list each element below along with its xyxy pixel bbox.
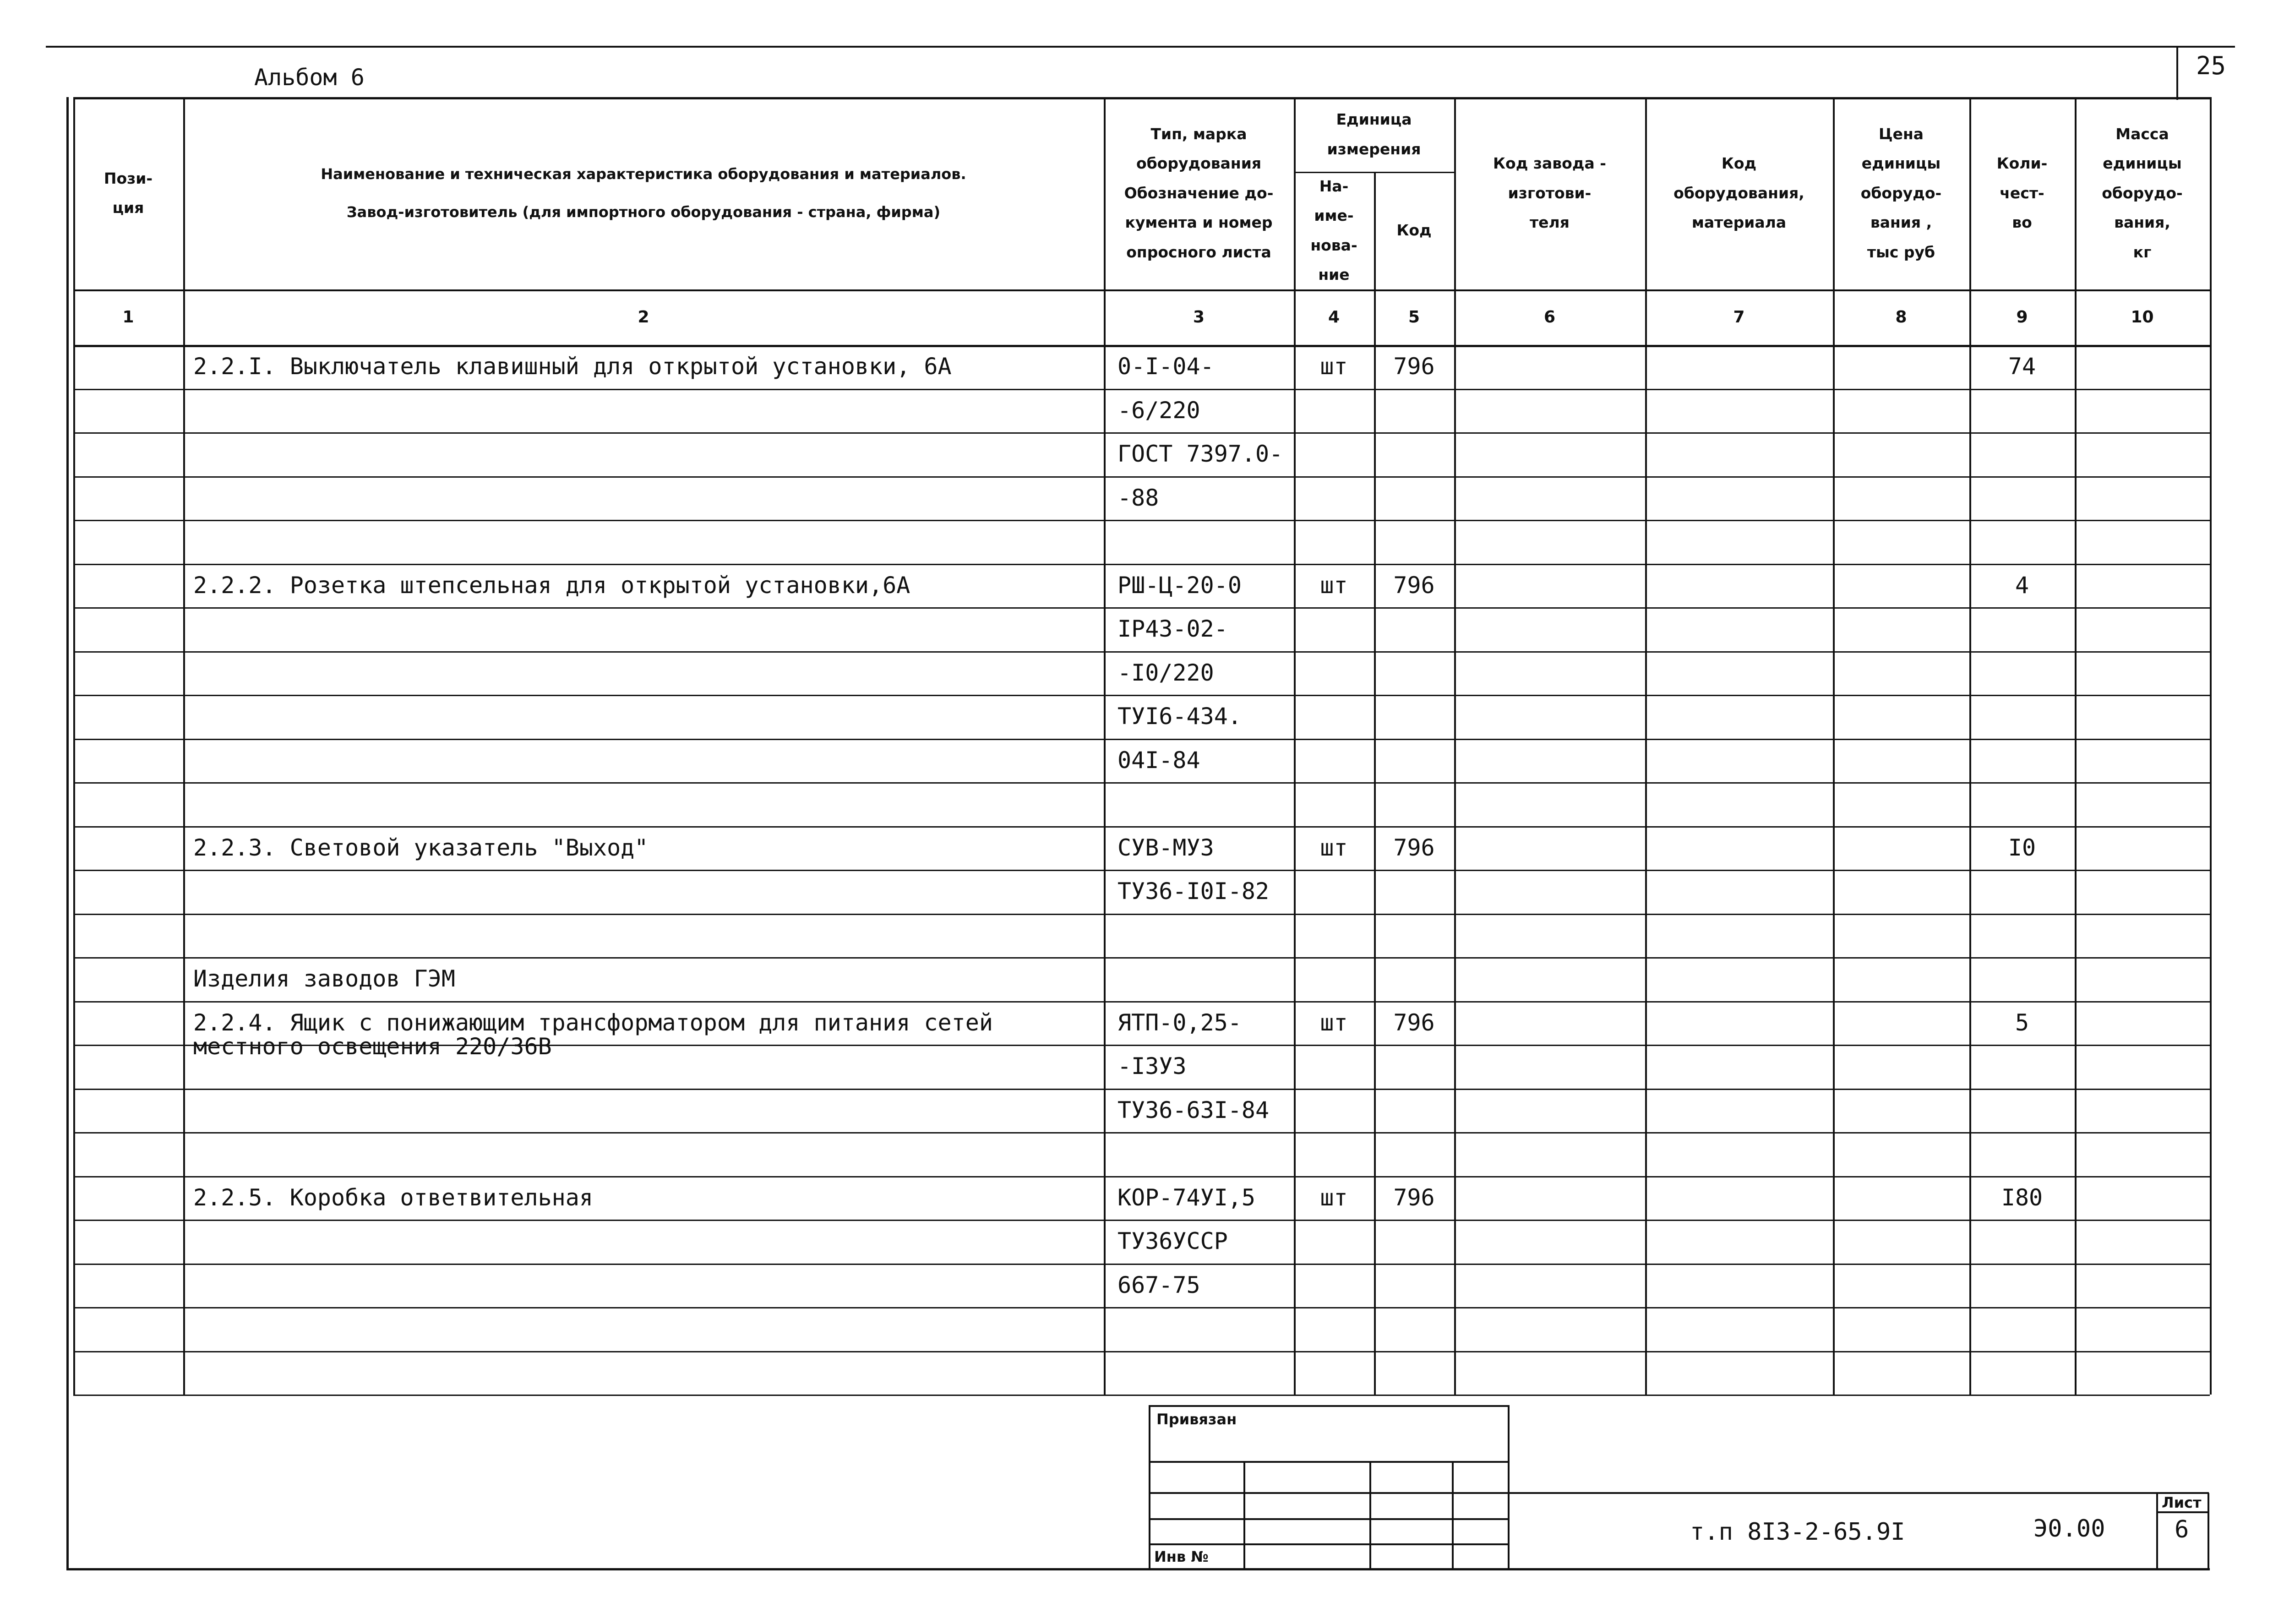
item-unit: шт: [1320, 1009, 1348, 1036]
header-col-3: Тип, марка оборудования Обозначение до- кумента и номер опросного листа: [1124, 125, 1274, 261]
column-number-3: 3: [1193, 308, 1205, 327]
item-quantity: 4: [2015, 572, 2029, 599]
album-title: Альбом 6: [254, 64, 365, 91]
document-code: т.п 8I3-2-65.9I: [1690, 1518, 1905, 1546]
frame-bottom: [66, 1568, 2210, 1570]
item-name: 2.2.2. Розетка штепсельная для открытой установки,6А: [193, 572, 910, 599]
item-unit: шт: [1320, 834, 1348, 861]
item-name: 2.2.3. Световой указатель "Выход": [193, 834, 649, 861]
item-type: ЯТП-0,25-: [1117, 1009, 1242, 1036]
item-type: -I0/220: [1117, 659, 1214, 686]
item-type: IP43-02-: [1117, 616, 1228, 642]
header-col-4: На- име- нова- ние: [1310, 177, 1357, 283]
column-number-2: 2: [638, 308, 649, 327]
column-number-1: 1: [122, 308, 134, 327]
item-unit: шт: [1320, 353, 1348, 380]
sheet-corner-number: 25: [2196, 51, 2226, 80]
header-col-10: Масса единицы оборудо- вания, кг: [2102, 125, 2183, 261]
column-number-7: 7: [1733, 308, 1745, 327]
item-unit-code: 796: [1393, 1184, 1435, 1211]
item-type: РШ-Ц-20-0: [1117, 572, 1242, 599]
sheet-label: Лист: [2162, 1494, 2202, 1511]
item-type: ТУ36УССР: [1117, 1228, 1228, 1254]
item-type: СУВ-МУЗ: [1117, 834, 1214, 861]
item-unit-code: 796: [1393, 353, 1435, 380]
frame-right-bottom: [2208, 1493, 2209, 1570]
sheet-number: 6: [2175, 1516, 2189, 1543]
frame-left: [66, 97, 69, 1570]
item-quantity: I0: [2008, 834, 2036, 861]
column-number-9: 9: [2016, 308, 2028, 327]
header-col-9: Коли- чест- во: [1996, 154, 2048, 232]
top-rule: [46, 46, 2235, 48]
column-number-4: 4: [1328, 308, 1340, 327]
inventory-number-label: Инв №: [1154, 1548, 1209, 1565]
item-name: 2.2.I. Выключатель клавишный для открытой установки, 6А: [193, 353, 952, 380]
item-type: -I3У3: [1117, 1053, 1187, 1079]
item-type: 04I-84: [1117, 747, 1200, 774]
column-number-6: 6: [1543, 308, 1556, 327]
header-col-2: Наименование и техническая характеристика оборудования и материалов. Завод-изготовитель (для импортного оборудования - страна, фирма): [321, 165, 966, 221]
header-col-7: Код оборудования, материала: [1673, 154, 1804, 232]
item-type: ТУI6-434.: [1117, 703, 1242, 730]
item-type: ТУ36-I0I-82: [1117, 878, 1270, 905]
item-name: 2.2.5. Коробка ответвительная: [193, 1184, 593, 1211]
item-type: -6/220: [1117, 397, 1200, 424]
item-type: ТУ36-63I-84: [1117, 1097, 1270, 1123]
header-col-1: Пози- ция: [104, 169, 153, 217]
item-type: 0-I-04-: [1117, 353, 1214, 380]
item-type: КОР-74УI,5: [1117, 1184, 1256, 1211]
item-name-continued: местного освещения 220/36В: [193, 1033, 552, 1060]
section-code: Э0.00: [2033, 1515, 2105, 1542]
unit-group-header: Единица измерения: [1327, 110, 1421, 158]
item-type: 667-75: [1117, 1272, 1200, 1298]
item-quantity: 74: [2008, 353, 2036, 380]
item-type: -88: [1117, 485, 1159, 511]
header-col-6: Код завода - изготови- теля: [1493, 154, 1606, 232]
column-number-10: 10: [2131, 308, 2154, 327]
column-number-8: 8: [1895, 308, 1907, 327]
item-quantity: 5: [2015, 1009, 2029, 1036]
attached-label: Привязан: [1156, 1411, 1237, 1428]
item-quantity: I80: [2001, 1184, 2043, 1211]
corner-divider: [2176, 46, 2178, 100]
item-name: 2.2.4. Ящик с понижающим трансформатором для питания сетей: [193, 1009, 993, 1036]
item-name: Изделия заводов ГЭМ: [193, 965, 455, 992]
item-unit: шт: [1320, 1184, 1348, 1211]
header-col-5: Код: [1396, 221, 1432, 240]
column-number-5: 5: [1408, 308, 1420, 327]
header-col-8: Цена единицы оборудо- вания , тыс руб: [1860, 125, 1942, 261]
item-unit-code: 796: [1393, 572, 1435, 599]
item-unit-code: 796: [1393, 834, 1435, 861]
item-type: ГОСТ 7397.0-: [1117, 441, 1283, 467]
item-unit-code: 796: [1393, 1009, 1435, 1036]
item-unit: шт: [1320, 572, 1348, 599]
